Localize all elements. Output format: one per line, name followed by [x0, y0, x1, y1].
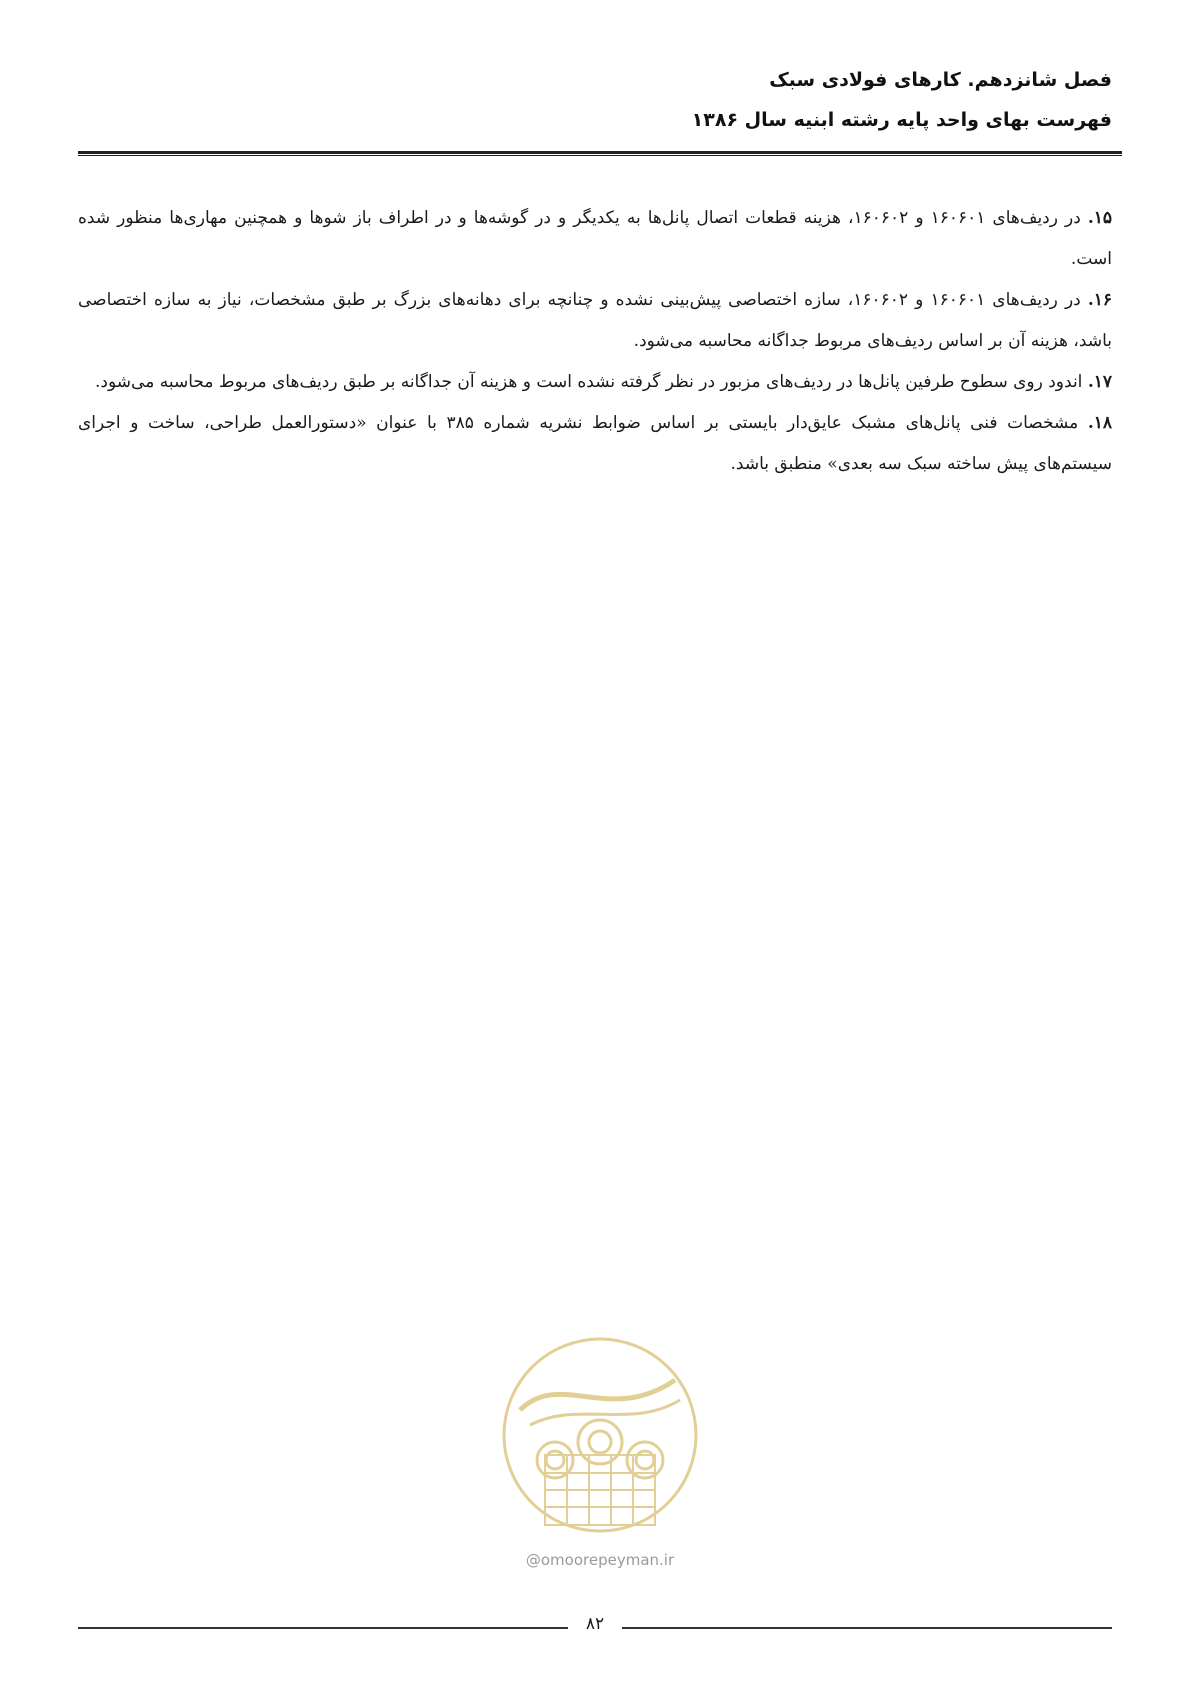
page-number: ۸۲: [585, 1614, 605, 1634]
note-number: ۱۸.: [1087, 413, 1113, 433]
note-text: اندود روی سطوح طرفین پانل‌ها در ردیف‌های مزبور در نظر گرفته نشده است و هزینه آن جداگانه بر طبق ردیف‌های مربوط محاسبه می‌شود.: [95, 372, 1083, 392]
note-text: مشخصات فنی پانل‌های مشبک عایق‌دار بایستی بر اساس ضوابط نشریه شماره ۳۸۵ با عنوان «دستورالعمل طراحی، ساخت و اجرای سیستم‌های پیش ساخته سبک سه بعدی» منطبق باشد.: [78, 413, 1112, 474]
book-title: فهرست بهای واحد پایه رشته ابنیه سال ۱۳۸۶: [691, 109, 1112, 131]
notes-section: [78, 198, 1112, 485]
note-item: [78, 198, 1112, 280]
watermark-url: @omoorepeyman.ir: [525, 1551, 675, 1569]
note-item: [78, 280, 1112, 362]
footer-rule-right: [622, 1627, 1112, 1629]
note-text: در ردیف‌های ۱۶۰۶۰۱ و ۱۶۰۶۰۲، هزینه قطعات اتصال پانل‌ها به یکدیگر و در گوشه‌ها و در اطراف باز شوها و همچنین مهاری‌ها منظور شده است.: [78, 208, 1112, 269]
page-header: [78, 60, 1112, 140]
logo-seal-icon: [490, 1330, 710, 1580]
watermark-logo: [490, 1330, 710, 1580]
note-number: ۱۷.: [1087, 372, 1112, 392]
chapter-title: فصل شانزدهم. کارهای فولادی سبک: [769, 69, 1112, 91]
note-item: [78, 403, 1112, 485]
note-number: ۱۶.: [1087, 290, 1112, 310]
header-divider: [78, 151, 1122, 156]
page-footer: [78, 1616, 1112, 1640]
note-text: در ردیف‌های ۱۶۰۶۰۱ و ۱۶۰۶۰۲، سازه اختصاصی پیش‌بینی نشده و چنانچه برای دهانه‌های بزرگ بر طبق مشخصات، نیاز به سازه اختصاصی باشد، هزینه آن بر اساس ردیف‌های مربوط جداگانه محاسبه می‌شود.: [78, 290, 1112, 351]
note-item: [78, 362, 1112, 403]
note-number: ۱۵.: [1087, 208, 1112, 228]
